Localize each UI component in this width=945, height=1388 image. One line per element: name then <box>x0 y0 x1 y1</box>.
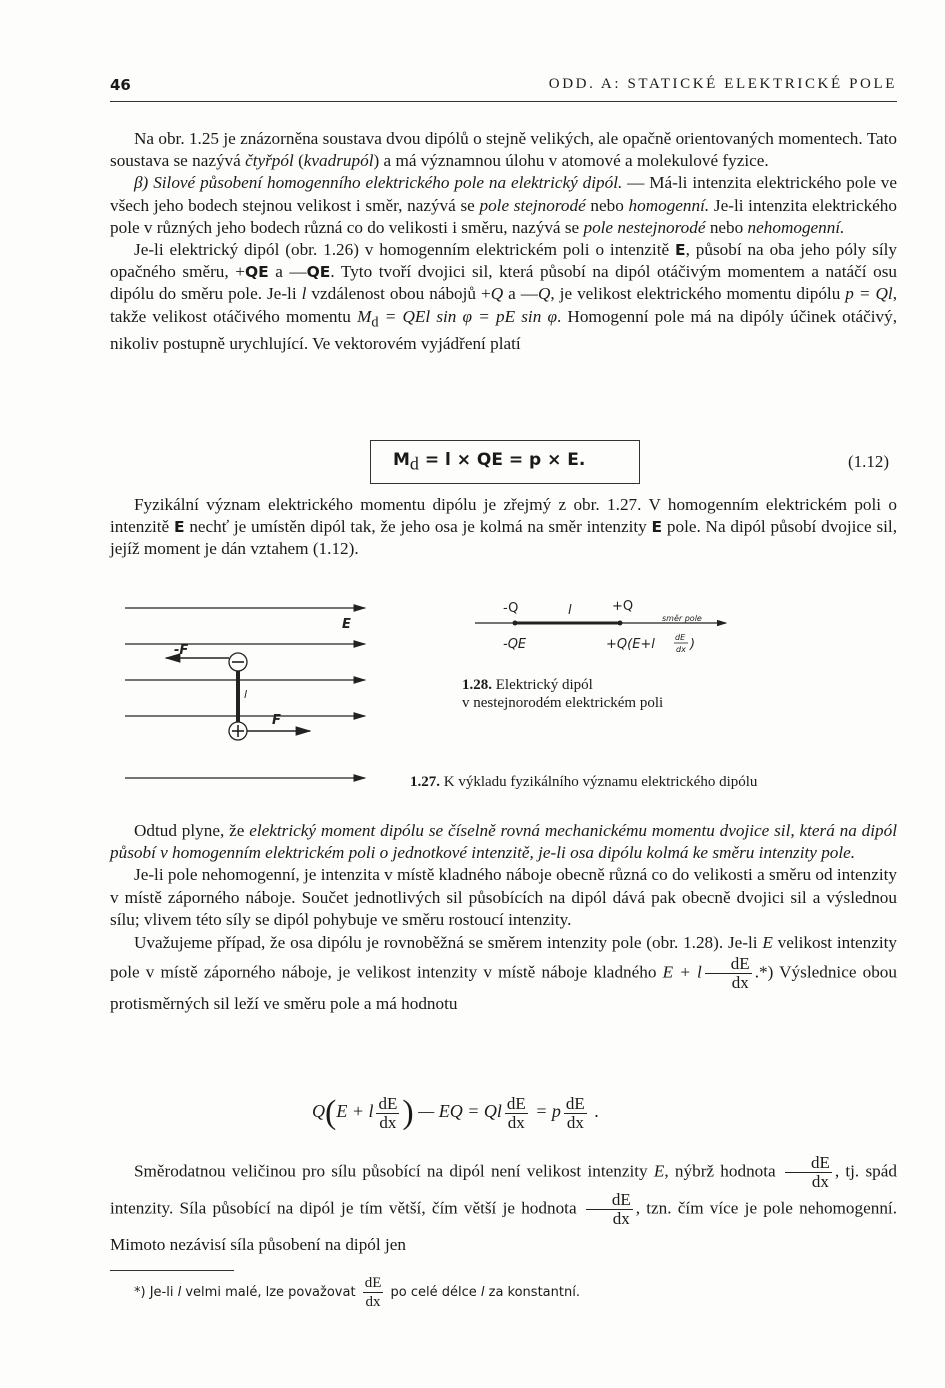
label-plus-Q-expr: +Q(E+l <box>606 637 655 652</box>
paragraph-4: Fyzikální význam elektrického momentu dipólu je zřejmý z obr. 1.27. V homogenním elektrickém poli o intenzitě E nechť je umístěn dipól tak, že jeho osa je kolmá na směr intenzity E pole. Na dipól působí dvojice sil, jejíž moment je dán vztahem (1.12). <box>110 495 897 559</box>
negative-charge-dot <box>513 621 518 626</box>
header-rule <box>110 101 897 102</box>
footnote-rule <box>110 1270 234 1271</box>
text-block-lower <box>110 820 897 1016</box>
label-field-direction: směr pole <box>662 614 702 623</box>
fraction: $\frac{dE}{dx}$ <box>586 1191 633 1228</box>
paragraph-5: Odtud plyne, že elektrický moment dipólu se číselně rovná mechanickému momentu dvojice sil, která na dipól působí v homogenním elektrickém poli o jednotkové intenzitě, je-li osa dipólu kolmá ke směru intenzity pole. <box>110 821 897 863</box>
equation-number: (1.12) <box>848 452 890 471</box>
fraction: $\frac{dE}{dx}$ <box>378 1093 398 1132</box>
fraction: $\frac{dE}{dx}$ <box>506 1093 526 1132</box>
paragraph-8: Směrodatnou veličinou pro sílu působící na dipól není velikost intenzity E, nýbrž hodnota $\frac{dE}{dx}$ , tj. spád intenzity. Síla působící na dipól je tím větší, čím větší je hodnota $\frac{dE}{dx}$ , tzn. čím více je pole nehomogenní. Mimoto nezávisí síla působení na dipól jen <box>110 1153 897 1254</box>
label-minus-F: -F <box>174 643 189 658</box>
paragraph-6: Je-li pole nehomogenní, je intenzita v místě kladného náboje obecně různá co do velikosti a směru od intenzity v místě záporného náboje. Součet jednotlivých sil působících na dipól dává pak obecně dvojici sil a výslednou sílu; vlivem této síly se dipól pohybuje ve směru rostoucí intenzity. <box>110 865 897 929</box>
positive-charge-dot <box>618 621 623 626</box>
text-block-bottom <box>110 1154 897 1261</box>
label-l: l <box>568 603 572 618</box>
label-dE: dE <box>675 633 686 642</box>
fraction: $\frac{dE}{dx}$ <box>705 955 752 992</box>
text-block-top <box>110 128 897 355</box>
label-l: l <box>244 688 248 701</box>
equation-1-12: $M_d = l$ × QE = p × E. <box>393 450 586 474</box>
page-header <box>110 76 897 100</box>
label-F: F <box>272 713 281 728</box>
paragraph-2: β) Silové působení homogenního elektrického pole na elektrický dipól. — Má-li intenzita elektrického pole ve všech jeho bodech stejnou velikost i směr, nazývá se pole stejnorodé nebo homogenní. Je-li intenzita elektrického pole v různých jeho bodech různá co do velikosti i směru, nazývá se pole nestejnorodé nebo nehomogenní. <box>110 173 897 237</box>
page-number: 46 <box>110 76 131 94</box>
paragraph-7: Uvažujeme případ, že osa dipólu je rovnoběžná se směrem intenzity pole (obr. 1.28). Je-li E velikost intenzity pole v místě záporného náboje, je velikost intenzity v místě náboje kladného E + l $\frac{dE}{dx}$ .*) Výslednice obou protisměrných sil leží ve směru pole a má hodnotu <box>110 933 897 1014</box>
paragraph-1: Na obr. 1.25 je znázorněna soustava dvou dipólů o stejně velikých, ale opačně orientovaných momentech. Tato soustava se nazývá čtyřpól (kvadrupól) a má významnou úlohu v atomové a molekulové fyzice. <box>110 129 897 171</box>
caption-figure-1-28: 1.28. Elektrický dipól v nestejnorodém elektrickém poli <box>462 677 664 711</box>
label-minus-QE: -QE <box>503 637 527 652</box>
display-equation: Q(E + l $\frac{dE}{dx}$ ) — EQ = Ql $\frac{dE}{dx}$ = p $\frac{dE}{dx}$ . <box>312 1093 599 1132</box>
section-heading: Silové působení homogenního elektrického pole na elektrický dipól. <box>153 173 623 193</box>
label-plus-Q: +Q <box>612 599 634 614</box>
figure-1-28 <box>470 594 740 664</box>
running-title: ODD. A: STATICKÉ ELEKTRICKÉ POLE <box>548 76 897 92</box>
fraction: $\frac{dE}{dx}$ <box>565 1093 585 1132</box>
label-dx: dx <box>676 645 686 654</box>
paragraph-3: Je-li elektrický dipól (obr. 1.26) v homogenním elektrickém poli o intenzitě E, působí na oba jeho póly síly opačného směru, +QE a —QE. Tyto tvoří dvojici sil, která působí na dipól otáčivým momentem a natáčí osu dipólu do směru pole. Je-li l vzdálenost obou nábojů +Q a —Q, je velikost elektrického momentu dipólu p = Ql, takže velikost otáčivého momentu $M_d$ = QEl sin φ = pE sin φ. Homogenní pole má na dipóly účinek otáčivý, nikoliv postupně urychlující. Ve vektorovém vyjádření platí <box>110 240 897 354</box>
fraction: $\frac{dE}{dx}$ <box>364 1275 382 1310</box>
caption-figure-1-27: 1.27. K výkladu fyzikálního významu elektrického dipólu <box>410 774 758 790</box>
equation-box <box>370 440 640 484</box>
figure-1-27 <box>120 598 380 790</box>
label-close-paren: ) <box>690 637 696 652</box>
fraction: $\frac{dE}{dx}$ <box>785 1154 832 1191</box>
text-block-mid <box>110 494 897 561</box>
footnote: *) Je-li l velmi malé, lze považovat $\frac{dE}{dx}$ po celé délce l za konstantní. <box>134 1275 580 1310</box>
label-E: E <box>342 617 351 632</box>
label-minus-Q: -Q <box>503 601 519 616</box>
